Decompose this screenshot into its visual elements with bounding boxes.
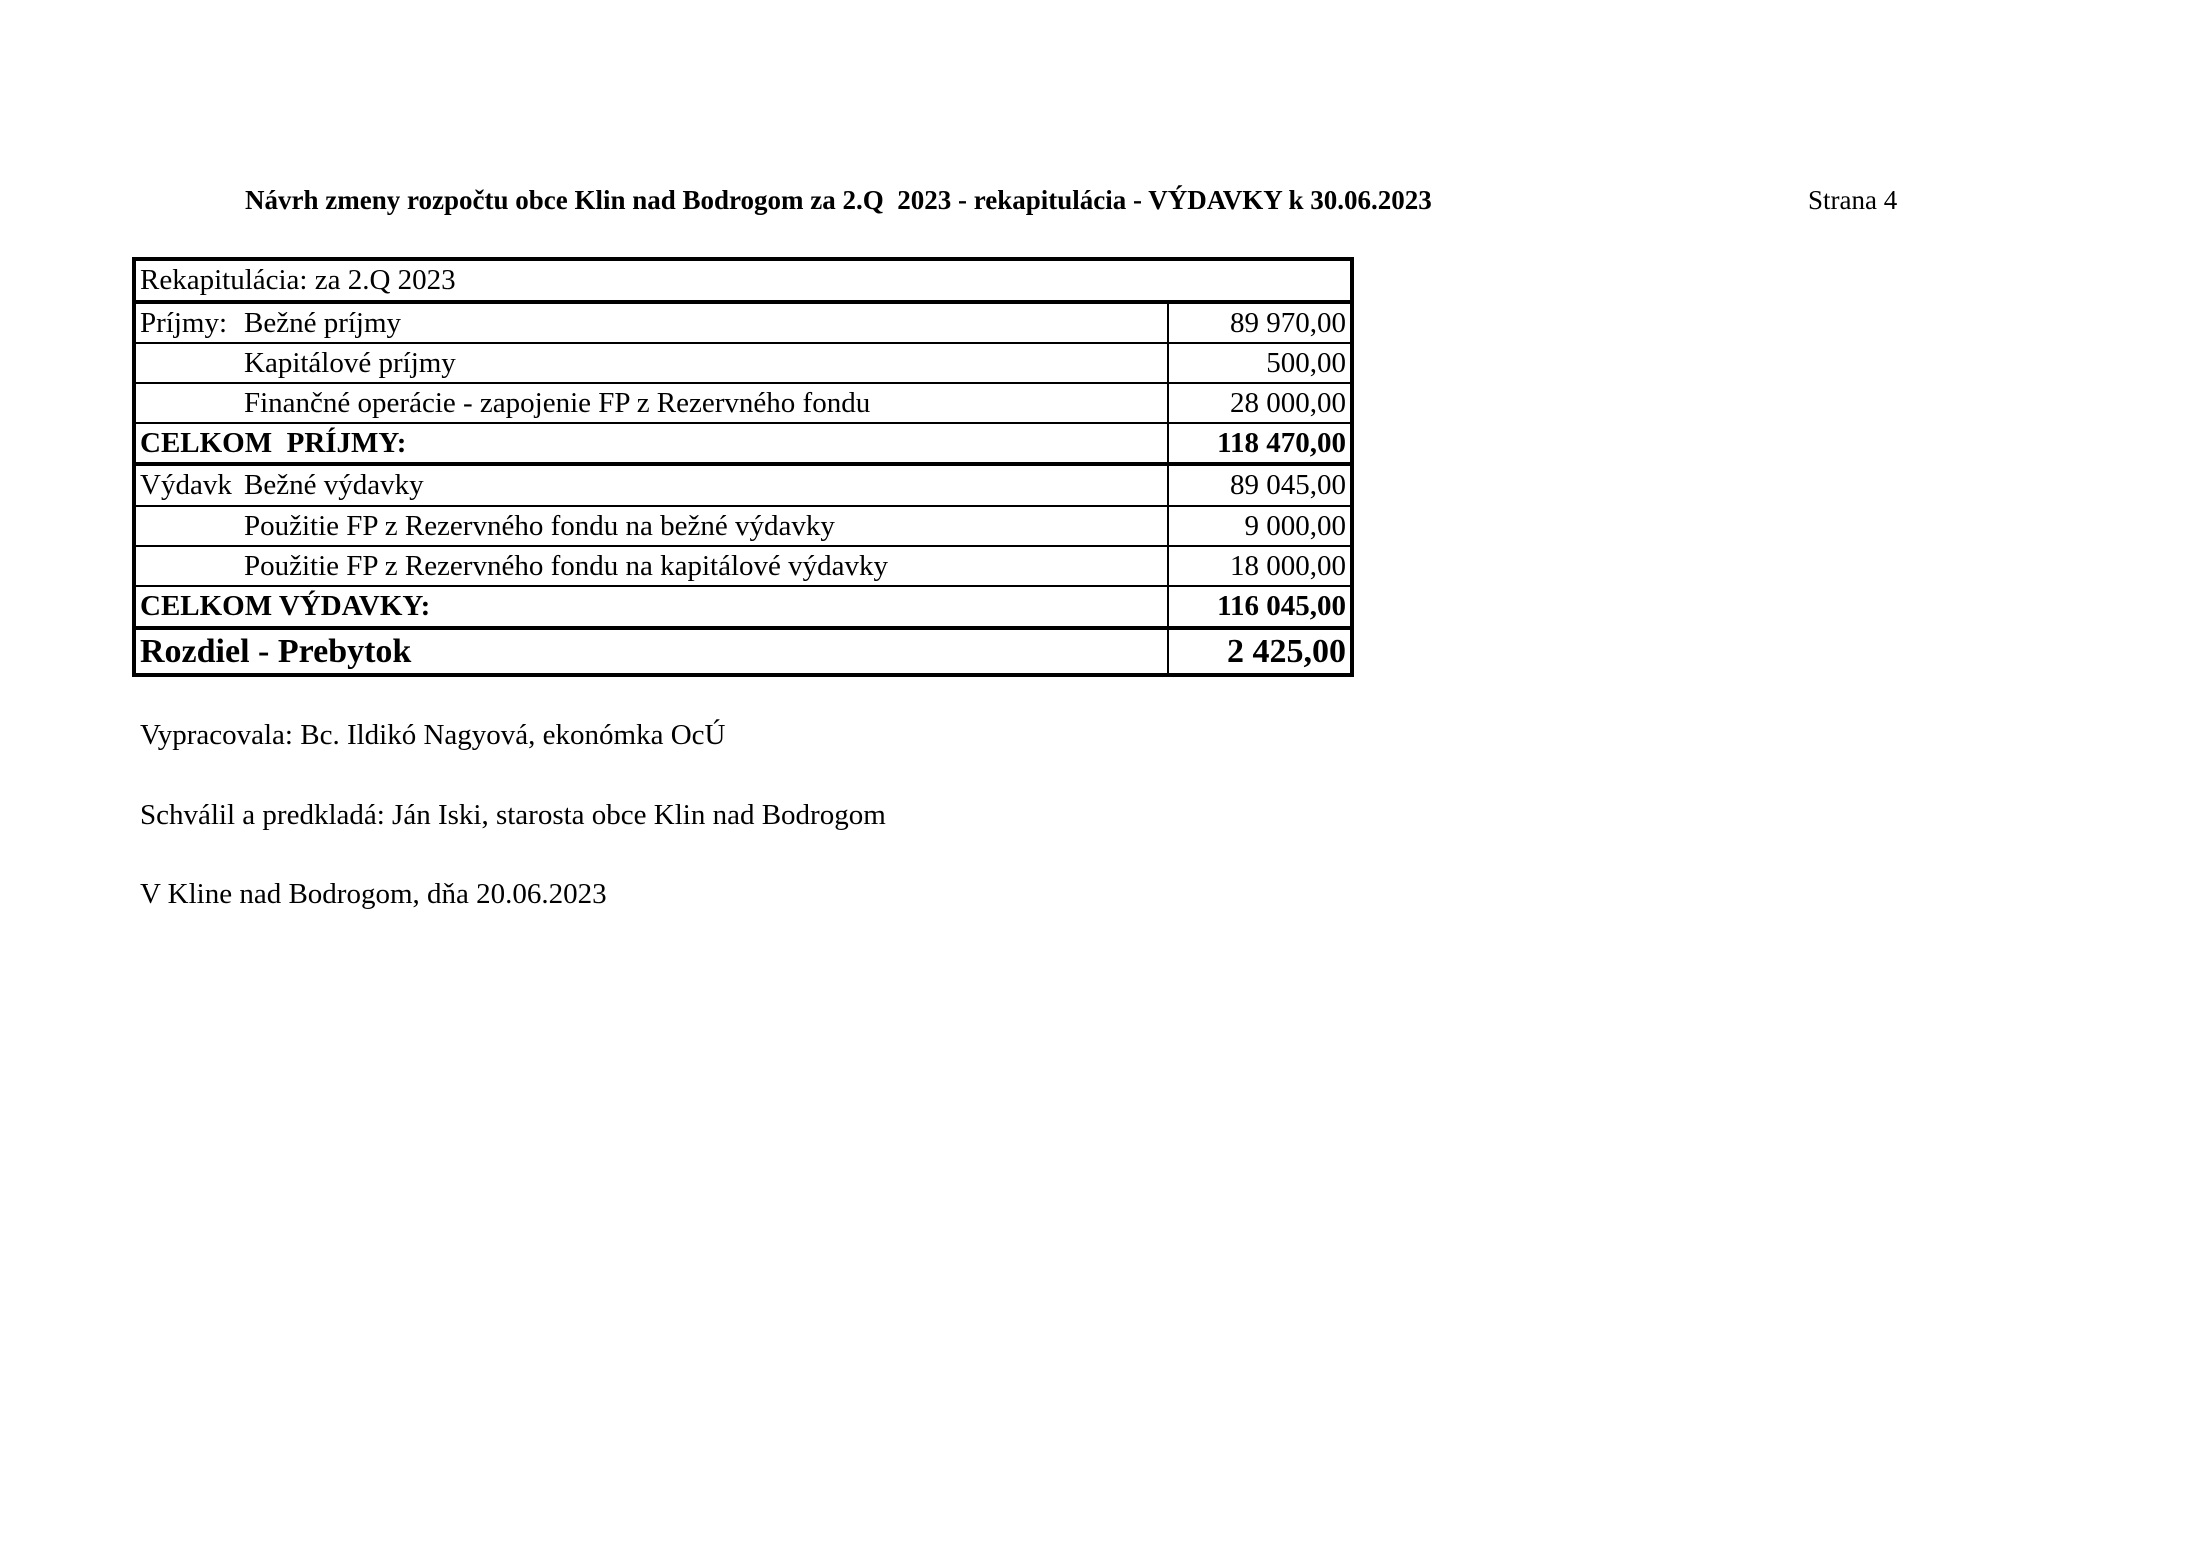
document-title: Návrh zmeny rozpočtu obce Klin nad Bodrogom za 2.Q 2023 - rekapitulácia - VÝDAVKY k 30.06.2023 xyxy=(245,185,1432,215)
expense-prefix: Výdavk xyxy=(140,469,232,501)
place-date-note: V Kline nad Bodrogom, dňa 20.06.2023 xyxy=(140,878,607,910)
income-prefix: Príjmy: xyxy=(140,306,228,339)
income-row-label: Finančné operácie - zapojenie FP z Rezervného fondu xyxy=(244,386,871,419)
table-row xyxy=(136,304,1350,344)
result-label: Rozdiel - Prebytok xyxy=(140,632,412,670)
recap-heading: Rekapitulácia: za 2.Q 2023 xyxy=(140,264,456,296)
expense-row-value: 89 045,00 xyxy=(1167,466,1350,505)
recap-table xyxy=(132,257,1354,677)
recap-heading-row xyxy=(136,261,1350,304)
expense-row-label: Bežné výdavky xyxy=(244,469,424,501)
row-label xyxy=(140,466,424,505)
table-row xyxy=(136,547,1350,587)
expense-row-label: Použitie FP z Rezervného fondu na kapitálové výdavky xyxy=(244,549,889,582)
result-row xyxy=(136,630,1350,673)
row-label xyxy=(140,547,888,585)
expense-row-label: Použitie FP z Rezervného fondu na bežné výdavky xyxy=(244,509,835,542)
income-row-label: Bežné príjmy xyxy=(244,306,402,339)
table-row xyxy=(136,466,1350,507)
row-label xyxy=(140,304,401,342)
expense-row-value: 18 000,00 xyxy=(1167,547,1350,585)
row-label xyxy=(140,344,456,382)
table-row xyxy=(136,507,1350,547)
income-row-value: 28 000,00 xyxy=(1167,384,1350,422)
prepared-by-note: Vypracovala: Bc. Ildikó Nagyová, ekonómka OcÚ xyxy=(140,719,726,751)
expense-total-label: CELKOM VÝDAVKY: xyxy=(140,590,431,622)
row-label xyxy=(140,507,835,545)
expense-total-value: 116 045,00 xyxy=(1167,587,1350,626)
page-number: Strana 4 xyxy=(1808,185,1898,215)
table-row xyxy=(136,344,1350,384)
income-total-label: CELKOM PRÍJMY: xyxy=(140,426,407,459)
expense-total-row xyxy=(136,587,1350,630)
income-row-label: Kapitálové príjmy xyxy=(244,346,456,379)
income-total-row xyxy=(136,424,1350,466)
income-row-value: 89 970,00 xyxy=(1167,304,1350,342)
income-total-value: 118 470,00 xyxy=(1167,424,1350,462)
approved-by-note: Schválil a predkladá: Ján Iski, starosta obce Klin nad Bodrogom xyxy=(140,799,886,831)
row-label xyxy=(140,384,870,422)
table-row xyxy=(136,384,1350,424)
expense-row-value: 9 000,00 xyxy=(1167,507,1350,545)
result-value: 2 425,00 xyxy=(1167,630,1350,673)
income-row-value: 500,00 xyxy=(1167,344,1350,382)
